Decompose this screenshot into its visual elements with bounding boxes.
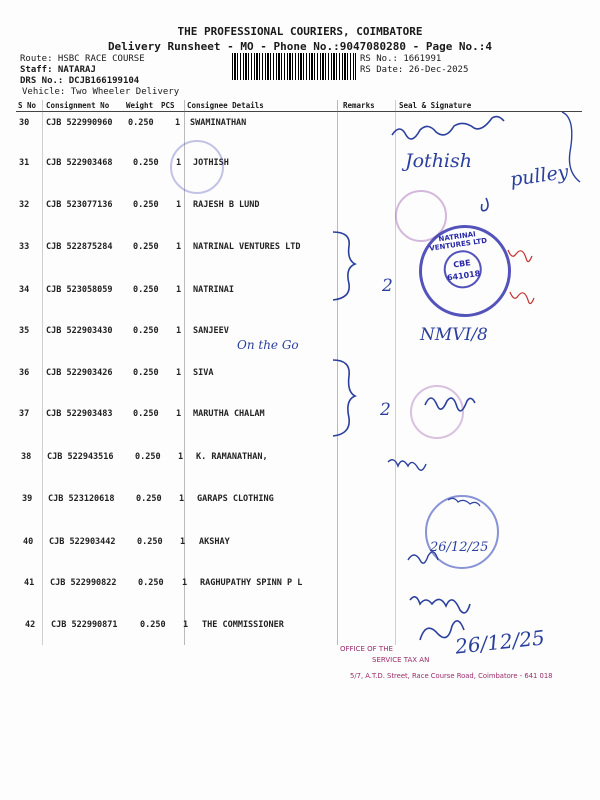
row-consignment: CJB 522903442 xyxy=(49,537,116,547)
handwritten-pulley: pulley xyxy=(508,161,570,191)
brace-33-34 xyxy=(333,232,355,300)
row-consignment: CJB 522903483 xyxy=(46,409,113,419)
signature-garaps xyxy=(448,498,480,506)
handwritten-date-a: 26/12/25 xyxy=(430,540,489,555)
row-consignment: CJB 522943516 xyxy=(47,452,114,462)
row-sno: 36 xyxy=(19,368,30,378)
row-pcs: 1 xyxy=(175,118,181,128)
row-pcs: 1 xyxy=(176,368,182,378)
row-pcs: 1 xyxy=(178,452,184,462)
row-consignee: THE COMMISSIONER xyxy=(202,620,284,630)
row-pcs: 1 xyxy=(179,494,185,504)
row-consignment: CJB 522990822 xyxy=(50,578,117,588)
row-sno: 34 xyxy=(19,285,30,295)
row-consignee: SWAMINATHAN xyxy=(190,118,247,128)
row-pcs: 1 xyxy=(176,409,182,419)
col-remarks: Remarks xyxy=(343,101,375,110)
signature-siva xyxy=(425,398,475,411)
row-pcs: 1 xyxy=(176,242,182,252)
row-consignment: CJB 522903430 xyxy=(46,326,113,336)
row-pcs: 1 xyxy=(176,200,182,210)
row-weight: 0.250 xyxy=(138,578,164,588)
row-sno: 37 xyxy=(19,409,30,419)
rs-number: RS No.: 1661991 xyxy=(360,54,442,64)
row-consignee: NATRINAL VENTURES LTD xyxy=(193,242,301,252)
signature-ramanathan xyxy=(388,460,426,471)
row-sno: 41 xyxy=(24,578,35,588)
document-subtitle: Delivery Runsheet - MO - Phone No.:9047080280 - Page No.:4 xyxy=(107,40,493,53)
row-weight: 0.250 xyxy=(133,200,159,210)
row-pcs: 1 xyxy=(176,158,182,168)
handwritten-date-b: 26/12/25 xyxy=(453,625,546,659)
row-weight: 0.250 xyxy=(128,118,154,128)
row-consignment: CJB 522990871 xyxy=(51,620,118,630)
red-initial-b xyxy=(510,292,534,304)
handwritten-count-a: 2 xyxy=(382,276,393,296)
office-stamp-line1: OFFICE OF THE xyxy=(340,645,393,653)
col-consignee: Consignee Details xyxy=(187,101,264,110)
row-pcs: 1 xyxy=(176,285,182,295)
row-pcs: 1 xyxy=(182,578,188,588)
row-sno: 40 xyxy=(23,537,34,547)
signature-rajesh xyxy=(482,198,489,211)
row-pcs: 1 xyxy=(183,620,189,630)
row-weight: 0.250 xyxy=(133,242,159,252)
handwritten-nmvl: NMVI/8 xyxy=(420,325,488,345)
handwritten-count-b: 2 xyxy=(380,400,391,420)
handwritten-jothish: Jothish xyxy=(405,150,472,172)
col-seal: Seal & Signature xyxy=(399,101,472,110)
brace-36-37 xyxy=(333,360,355,436)
document-title: THE PROFESSIONAL COURIERS, COIMBATORE xyxy=(177,25,423,38)
red-initial-a xyxy=(508,250,532,262)
row-weight: 0.250 xyxy=(133,368,159,378)
office-stamp-line2: SERVICE TAX AN xyxy=(372,656,430,664)
drs-number: DRS No.: DCJB166199104 xyxy=(20,76,140,86)
row-consignee: MARUTHA CHALAM xyxy=(193,409,265,419)
row-consignment: CJB 523058059 xyxy=(46,285,113,295)
row-sno: 33 xyxy=(19,242,30,252)
row-consignment: CJB 522875284 xyxy=(46,242,113,252)
row-sno: 31 xyxy=(19,158,30,168)
col-weight: Weight xyxy=(126,101,154,110)
route-label: Route: HSBC RACE COURSE xyxy=(20,54,145,64)
row-sno: 42 xyxy=(25,620,36,630)
row-sno: 35 xyxy=(19,326,30,336)
row-consignee: NATRINAI xyxy=(193,285,234,295)
row-sno: 39 xyxy=(22,494,33,504)
row-consignee: SANJEEV xyxy=(193,326,229,336)
row-weight: 0.250 xyxy=(133,158,159,168)
seal-ring-text: NATRINAI VENTURES LTD xyxy=(428,230,488,253)
row-consignee: GARAPS CLOTHING xyxy=(197,494,274,504)
row-pcs: 1 xyxy=(176,326,182,336)
seal-pin: 641018 xyxy=(446,268,481,283)
row-consignment: CJB 522903426 xyxy=(46,368,113,378)
row-weight: 0.250 xyxy=(135,452,161,462)
col-consignment: Consignment No xyxy=(46,101,110,110)
row-consignment: CJB 522903468 xyxy=(46,158,113,168)
row-weight: 0.250 xyxy=(133,409,159,419)
handwritten-on-the-go: On the Go xyxy=(237,338,299,352)
row-weight: 0.250 xyxy=(137,537,163,547)
row-pcs: 1 xyxy=(180,537,186,547)
staff-label: Staff: NATARAJ xyxy=(20,65,96,75)
office-stamp-line3: 5/7, A.T.D. Street, Race Course Road, Coimbatore - 641 018 xyxy=(350,672,553,680)
row-consignee: JOTHISH xyxy=(193,158,229,168)
vehicle-label: Vehicle: Two Wheeler Delivery xyxy=(22,87,180,97)
col-pcs: PCS xyxy=(161,101,175,110)
row-consignee: AKSHAY xyxy=(199,537,230,547)
rs-date: RS Date: 26-Dec-2025 xyxy=(360,65,469,75)
col-sno: S No xyxy=(18,101,37,110)
row-consignee: RAGHUPATHY SPINN P L xyxy=(200,578,303,588)
row-sno: 30 xyxy=(19,118,30,128)
row-consignee: SIVA xyxy=(193,368,214,378)
seal-city: CBE xyxy=(452,258,472,270)
row-weight: 0.250 xyxy=(133,326,159,336)
row-consignment: CJB 522990960 xyxy=(46,118,113,128)
signature-raghupathy xyxy=(410,597,470,613)
row-consignee: RAJESH B LUND xyxy=(193,200,260,210)
row-consignment: CJB 523077136 xyxy=(46,200,113,210)
row-sno: 38 xyxy=(21,452,32,462)
row-sno: 32 xyxy=(19,200,30,210)
row-weight: 0.250 xyxy=(133,285,159,295)
row-weight: 0.250 xyxy=(140,620,166,630)
row-consignment: CJB 523120618 xyxy=(48,494,115,504)
signature-swaminathan xyxy=(392,117,504,139)
row-consignee: K. RAMANATHAN, xyxy=(196,452,268,462)
row-weight: 0.250 xyxy=(136,494,162,504)
